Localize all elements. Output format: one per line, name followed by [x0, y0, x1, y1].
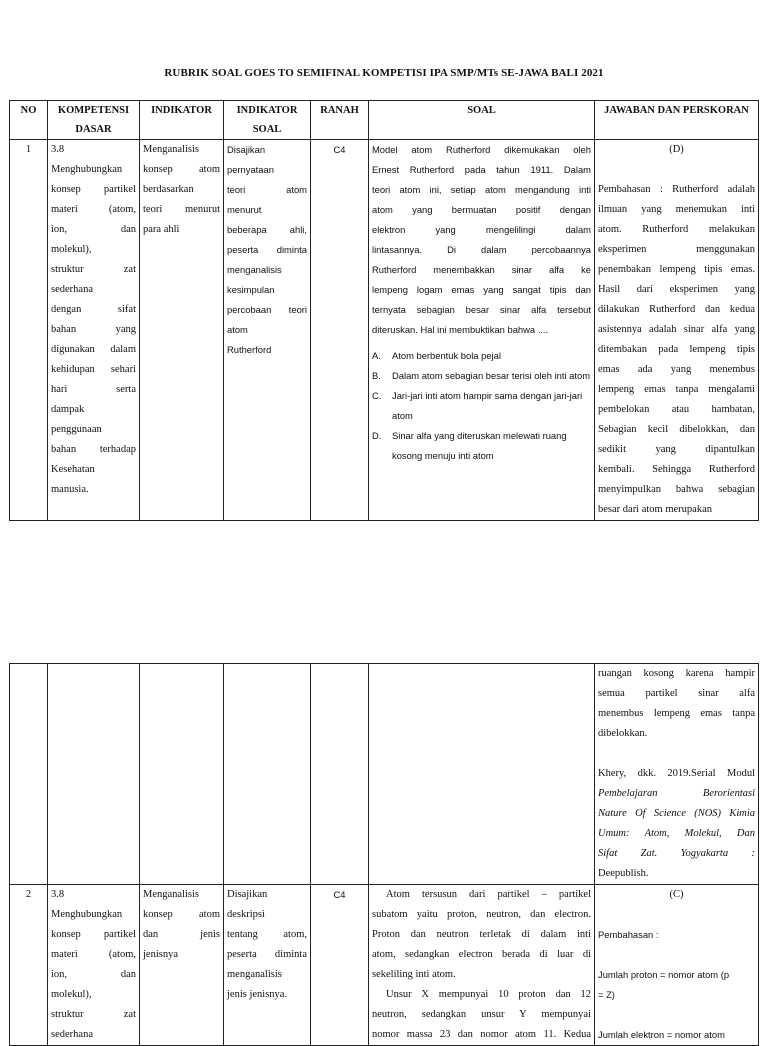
text-line: kembali. Sehingga Rutherford [598, 464, 755, 475]
text-line: ion, dan [51, 969, 136, 980]
cell-kompetensi-dasar [48, 885, 140, 1046]
cell-no: 2 [10, 885, 48, 1046]
text-line: manusia. [51, 484, 89, 495]
text-line: materi (atom, [51, 949, 136, 960]
text-line: beberapa ahli, [227, 224, 307, 235]
text-line: lempeng logam emas yang sangat tipis dan [372, 284, 591, 295]
text-line: lintasannya. Di dalam percobaannya [372, 244, 591, 255]
question-text [372, 140, 591, 340]
option-text: Jari-jari inti atom hampir sama dengan jari-jari atom [392, 390, 583, 421]
cell-kompetensi-dasar [48, 140, 140, 521]
text-line: ion, dan [51, 224, 136, 235]
text-line: teori menurut [143, 204, 220, 215]
cell-indikator-soal [224, 885, 311, 1046]
question-line: Atom tersusun dari partikel – partikel [386, 889, 591, 900]
option-letter: B. [372, 370, 381, 381]
cell-indikator [140, 885, 224, 1046]
text-line: emas ada yang menembus [598, 364, 755, 375]
header-ranah: RANAH [311, 101, 369, 140]
header-indikator-soal: INDIKATOR SOAL [224, 101, 311, 140]
cell-jawaban [595, 140, 759, 521]
text-line: Sebagian kecil dibelokkan, dan [598, 424, 755, 435]
cell-soal [369, 140, 595, 521]
text-line: Menghubungkan [51, 164, 123, 175]
option-letter: A. [372, 350, 381, 361]
option-b [372, 366, 591, 386]
question-line: Proton dan neutron terletak di dalam inti [372, 929, 591, 940]
rubric-table-page-2 [9, 663, 759, 1046]
explanation-line: = Z) [598, 989, 615, 1000]
text-line: molekul), [51, 244, 92, 255]
text-line: Ernest Rutherford pada tahun 1911. Dalam [372, 164, 591, 175]
text-line: menganalisis [227, 264, 282, 275]
text-line: lempeng emas tanpa mengalami [598, 384, 755, 395]
text-line: 3.8 [51, 889, 65, 900]
option-d [372, 426, 591, 466]
text-line: jenis jenisnya. [227, 989, 288, 1000]
text-line: hari serta [51, 384, 136, 395]
text-line: Menghubungkan [51, 909, 123, 920]
text-line: eksperimen menggunakan [598, 244, 755, 255]
option-text: Sinar alfa yang diteruskan melewati ruang kosong menuju inti atom [392, 430, 567, 461]
explanation-line: Jumlah elektron = nomor atom [598, 1029, 725, 1040]
text-line: kehidupan sehari [51, 364, 136, 375]
text-line: ilmuan yang menemukan inti [598, 204, 755, 215]
text-line: Menganalisis [143, 889, 199, 900]
text-line: Disajikan [227, 144, 266, 155]
text-line: ruangan kosong karena hampir [598, 668, 755, 679]
text-line: atom. Rutherford melakukan [598, 224, 755, 235]
table-row [10, 664, 759, 885]
cell-indikator-soal [224, 140, 311, 521]
question-line: nomor massa 23 dan nomor atom 11. Kedua [372, 1029, 591, 1040]
text-line: materi (atom, [51, 204, 136, 215]
text-line: semua partikel sinar alfa [598, 688, 755, 699]
header-indikator: INDIKATOR [140, 101, 224, 140]
reference-line: Umum: Atom, Molekul, Dan [598, 828, 755, 839]
header-kompetensi-dasar: KOMPETENSI DASAR [48, 101, 140, 140]
cell-jawaban-continued [595, 664, 759, 885]
cell-indikator [140, 140, 224, 521]
cell-ranah: C4 [311, 140, 369, 521]
text-line: diteruskan. Hal ini membuktikan bahwa .... [372, 324, 549, 335]
text-line: teori atom [227, 184, 307, 195]
text-line: tentang atom, [227, 929, 307, 940]
text-line: menembus lempeng emas tanpa [598, 708, 755, 719]
table-header-row [10, 101, 759, 140]
text-line: Disajikan [227, 889, 268, 900]
text-line: sederhana [51, 1029, 93, 1040]
table-row [10, 140, 759, 521]
reference-text [598, 764, 755, 884]
explanation-text [598, 664, 755, 744]
reference-line: Nature Of Science (NOS) Kimia [598, 808, 755, 819]
reference-line: Sifat Zat. Yogyakarta : [598, 848, 755, 859]
text-line: molekul), [51, 989, 92, 1000]
option-text: Atom berbentuk bola pejal [392, 350, 501, 361]
text-line: teori atom ini, setiap atom mengandung inti [372, 184, 591, 195]
cell-ranah: C4 [311, 885, 369, 1046]
text-line: peserta diminta [227, 949, 307, 960]
option-a [372, 346, 591, 366]
text-line: atom [227, 324, 248, 335]
question-line: Unsur X mempunyai 10 proton dan 12 [386, 989, 591, 1000]
text-line: 3.8 [51, 144, 65, 155]
text-line: penembakan lempeng tipis emas. [598, 264, 755, 275]
text-line: besar dari atom merupakan [598, 504, 712, 515]
text-line: dilakukan Rutherford dan kedua [598, 304, 755, 315]
cell-jawaban [595, 885, 759, 1046]
text-line: berdasarkan [143, 184, 194, 195]
text-line: dampak [51, 404, 85, 415]
text-line: penggunaan [51, 424, 102, 435]
text-line: menyimpulkan bahwa sebagian [598, 484, 755, 495]
answer-key: (C) [669, 889, 684, 900]
header-no: NO [10, 101, 48, 140]
text-line: Rutherford [227, 344, 272, 355]
text-line: deskripsi [227, 909, 265, 920]
text-line: peserta diminta [227, 244, 307, 255]
text-line: struktur zat [51, 1009, 136, 1020]
text-line: elektron yang mengelilingi dalam [372, 224, 591, 235]
table-row [10, 885, 759, 1046]
text-line: Kesehatan [51, 464, 95, 475]
question-line: subatom yaitu proton, neutron, dan electron. [372, 909, 591, 920]
text-line: dibelokkan. [598, 728, 648, 739]
option-letter: C. [372, 390, 382, 401]
header-jawaban: JAWABAN DAN PERSKORAN [595, 101, 759, 140]
text-line: menurut [227, 204, 262, 215]
text-line: sedikit yang dipantulkan [598, 444, 755, 455]
text-line: dengan sifat [51, 304, 136, 315]
header-soal: SOAL [369, 101, 595, 140]
rubric-table-page-1 [9, 100, 759, 521]
answer-options [372, 346, 591, 466]
text-line: Pembahasan : Rutherford adalah [598, 184, 755, 195]
text-line: jenisnya [143, 949, 178, 960]
reference-line: Khery, dkk. 2019.Serial Modul [598, 768, 755, 779]
text-line: digunakan dalam [51, 344, 136, 355]
document-title: RUBRIK SOAL GOES TO SEMIFINAL KOMPETISI IPA SMP/MTs SE-JAWA BALI 2021 [164, 67, 604, 79]
text-line: menganalisis [227, 969, 282, 980]
option-letter: D. [372, 430, 382, 441]
text-line: kesimpulan [227, 284, 275, 295]
text-line: konsep atom [143, 164, 220, 175]
text-line: ternyata sebagian besar sinar alfa tersebut [372, 304, 591, 315]
text-line: Model atom Rutherford dikemukakan oleh [372, 144, 591, 155]
text-line: ditembakan pada lempeng tipis [598, 344, 755, 355]
text-line: asistennya adalah sinar alfa yang [598, 324, 755, 335]
cell-soal [369, 885, 595, 1046]
text-line: percobaan teori [227, 304, 307, 315]
text-line: konsep atom [143, 909, 220, 920]
question-line: neutron, sedangkan unsur Y mempunyai [372, 1009, 591, 1020]
question-line: sekeliling inti atom. [372, 969, 456, 980]
explanation-text [598, 180, 755, 520]
text-line: dan jenis [143, 929, 220, 940]
reference-line: Pembelajaran Berorientasi [598, 788, 755, 799]
cell-no: 1 [10, 140, 48, 521]
option-text: Dalam atom sebagian besar terisi oleh inti atom [392, 370, 591, 381]
text-line: para ahli [143, 224, 180, 235]
explanation-text [598, 905, 755, 1045]
answer-key: (D) [669, 144, 684, 155]
reference-line: Deepublish. [598, 868, 649, 879]
text-line: Hasil dari eksperimen yang [598, 284, 755, 295]
option-c [372, 386, 591, 426]
text-line: pernyataan [227, 164, 274, 175]
text-line: bahan terhadap [51, 444, 136, 455]
explanation-line: Pembahasan : [598, 929, 659, 940]
text-line: bahan yang [51, 324, 136, 335]
text-line: Rutherford menembakkan sinar alfa ke [372, 264, 591, 275]
text-line: sederhana [51, 284, 93, 295]
text-line: konsep partikel [51, 184, 136, 195]
text-line: pembelokan atau hambatan, [598, 404, 755, 415]
text-line: konsep partikel [51, 929, 136, 940]
text-line: struktur zat [51, 264, 136, 275]
text-line: Menganalisis [143, 144, 199, 155]
explanation-line: Jumlah proton = nomor atom (p [598, 969, 730, 980]
question-line: atom, sedangkan electron berada di luar di [372, 949, 591, 960]
text-line: atom yang bermuatan positif dengan [372, 204, 591, 215]
